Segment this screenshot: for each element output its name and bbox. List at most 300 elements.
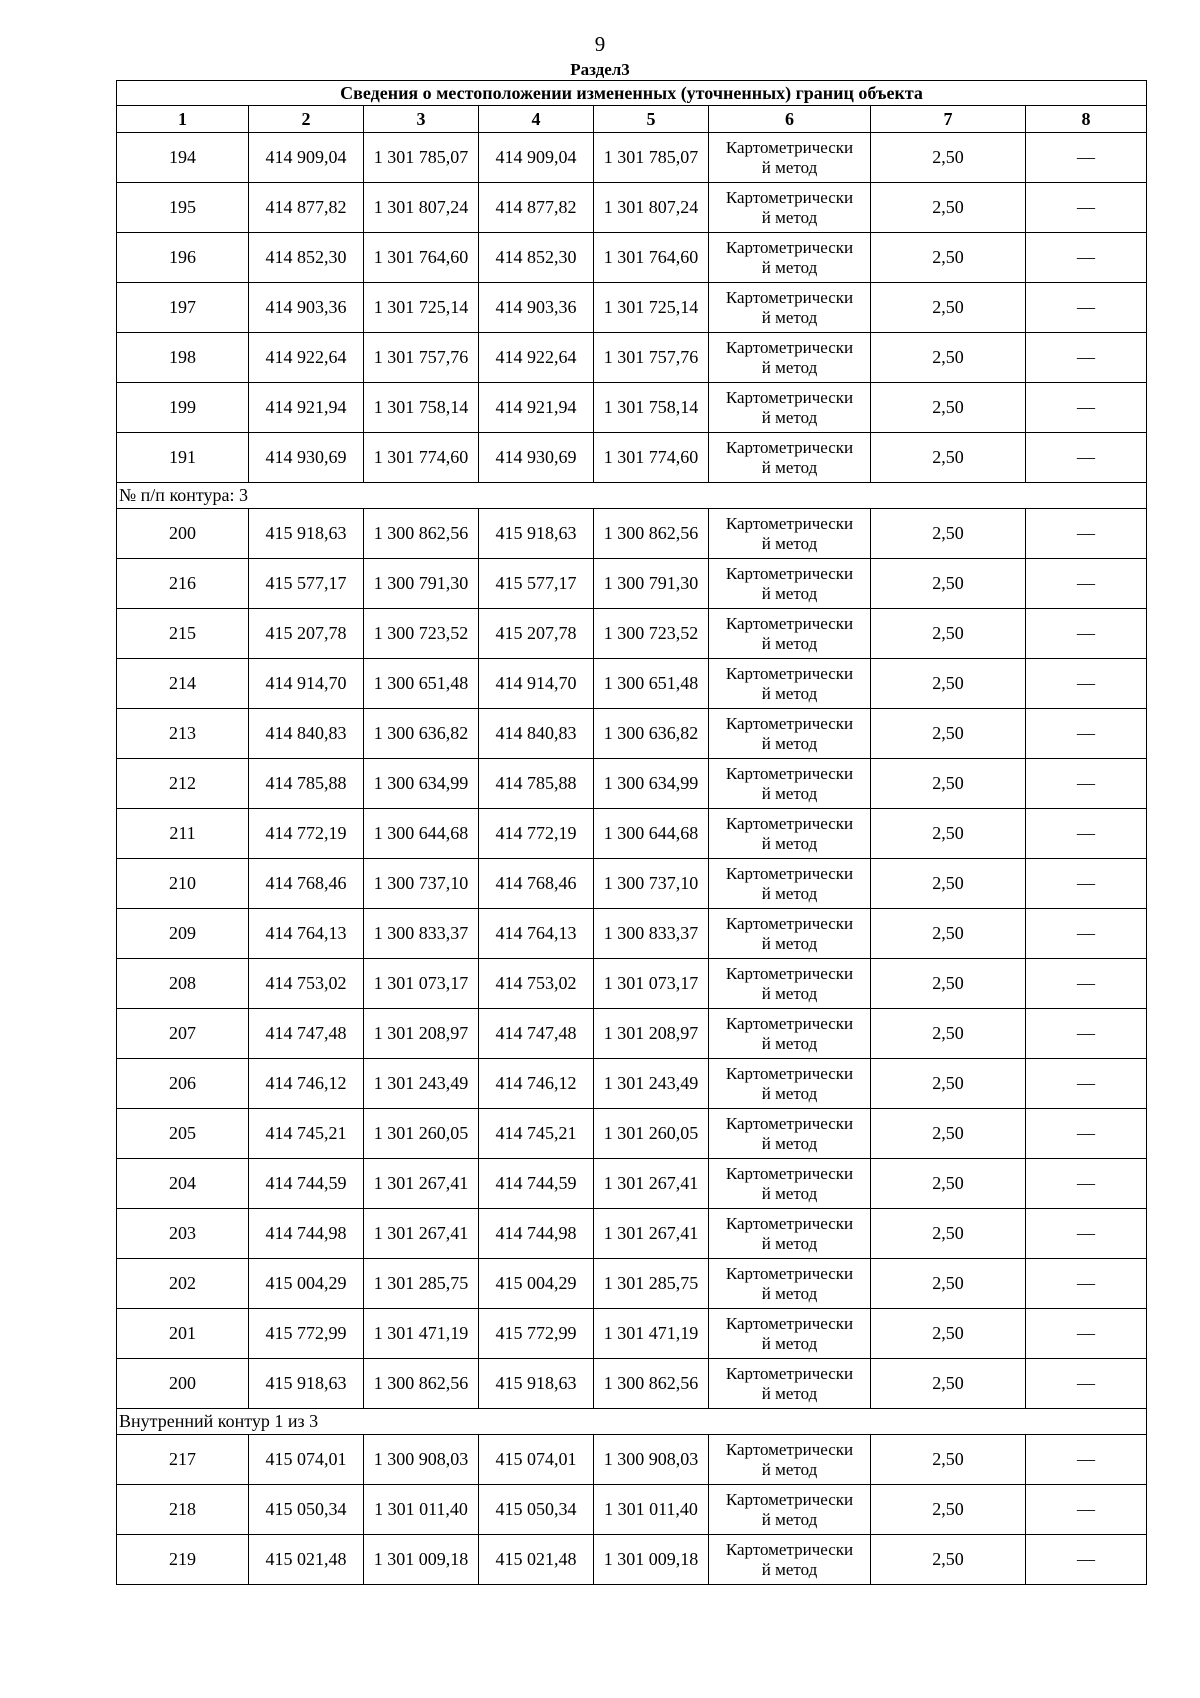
x-new: 415 577,17: [479, 559, 594, 609]
table-row: [117, 759, 1147, 809]
accuracy: 2,50: [871, 1485, 1026, 1535]
x-new: 414 744,59: [479, 1159, 594, 1209]
x-existing: 414 840,83: [249, 709, 364, 759]
y-existing: 1 300 862,56: [364, 1359, 479, 1409]
accuracy: 2,50: [871, 509, 1026, 559]
y-new: 1 301 267,41: [594, 1159, 709, 1209]
method-text: й метод: [761, 1509, 818, 1529]
y-new: 1 301 757,76: [594, 333, 709, 383]
x-new: 414 922,64: [479, 333, 594, 383]
method-text: й метод: [761, 457, 818, 477]
x-existing: 414 785,88: [249, 759, 364, 809]
y-existing: 1 301 267,41: [364, 1209, 479, 1259]
point-number: 209: [117, 909, 249, 959]
table-row: [117, 1059, 1147, 1109]
y-existing: 1 300 634,99: [364, 759, 479, 809]
point-number: 200: [117, 509, 249, 559]
method-text: й метод: [761, 1033, 818, 1053]
method-cell: [709, 233, 871, 283]
method-text: й метод: [761, 1459, 818, 1479]
description: —: [1026, 1209, 1147, 1259]
method-cell: [709, 609, 871, 659]
x-existing: 414 744,98: [249, 1209, 364, 1259]
x-existing: 415 004,29: [249, 1259, 364, 1309]
method-text: Картометрически: [725, 287, 854, 307]
method-text: й метод: [761, 1333, 818, 1353]
method-cell: [709, 659, 871, 709]
x-existing: 415 918,63: [249, 509, 364, 559]
description: —: [1026, 1109, 1147, 1159]
method-text: й метод: [761, 533, 818, 553]
method-text: й метод: [761, 1183, 818, 1203]
y-new: 1 301 774,60: [594, 433, 709, 483]
x-existing: 415 918,63: [249, 1359, 364, 1409]
method-text: Картометрически: [725, 187, 854, 207]
method-text: Картометрически: [725, 1263, 854, 1283]
method-text: й метод: [761, 1133, 818, 1153]
x-new: 414 840,83: [479, 709, 594, 759]
point-number: 195: [117, 183, 249, 233]
accuracy: 2,50: [871, 959, 1026, 1009]
x-new: 415 021,48: [479, 1535, 594, 1585]
y-new: 1 301 009,18: [594, 1535, 709, 1585]
description: —: [1026, 759, 1147, 809]
x-existing: 414 909,04: [249, 133, 364, 183]
description: —: [1026, 509, 1147, 559]
method-cell: [709, 1535, 871, 1585]
y-new: 1 300 862,56: [594, 509, 709, 559]
y-new: 1 300 833,37: [594, 909, 709, 959]
method-text: Картометрически: [725, 863, 854, 883]
x-new: 415 207,78: [479, 609, 594, 659]
point-number: 215: [117, 609, 249, 659]
y-existing: 1 300 644,68: [364, 809, 479, 859]
accuracy: 2,50: [871, 659, 1026, 709]
description: —: [1026, 1535, 1147, 1585]
y-new: 1 301 243,49: [594, 1059, 709, 1109]
contour-label-row: [117, 1409, 1147, 1435]
accuracy: 2,50: [871, 859, 1026, 909]
method-cell: [709, 1435, 871, 1485]
x-new: 414 903,36: [479, 283, 594, 333]
method-cell: [709, 559, 871, 609]
description: —: [1026, 133, 1147, 183]
x-existing: 414 746,12: [249, 1059, 364, 1109]
method-text: Картометрически: [725, 763, 854, 783]
x-existing: 414 772,19: [249, 809, 364, 859]
method-text: й метод: [761, 357, 818, 377]
method-text: й метод: [761, 733, 818, 753]
accuracy: 2,50: [871, 709, 1026, 759]
x-new: 415 918,63: [479, 1359, 594, 1409]
contour-label: № п/п контура: 3: [117, 483, 1147, 509]
description: —: [1026, 709, 1147, 759]
column-number: 5: [594, 106, 709, 133]
description: —: [1026, 1159, 1147, 1209]
x-existing: 414 768,46: [249, 859, 364, 909]
method-text: Картометрически: [725, 1439, 854, 1459]
y-existing: 1 300 908,03: [364, 1435, 479, 1485]
y-existing: 1 301 073,17: [364, 959, 479, 1009]
column-number: 8: [1026, 106, 1147, 133]
y-existing: 1 301 267,41: [364, 1159, 479, 1209]
method-text: й метод: [761, 683, 818, 703]
method-text: Картометрически: [725, 337, 854, 357]
y-new: 1 301 471,19: [594, 1309, 709, 1359]
description: —: [1026, 283, 1147, 333]
table-row: [117, 809, 1147, 859]
y-existing: 1 301 785,07: [364, 133, 479, 183]
method-text: Картометрически: [725, 1313, 854, 1333]
point-number: 219: [117, 1535, 249, 1585]
x-new: 414 877,82: [479, 183, 594, 233]
x-new: 414 764,13: [479, 909, 594, 959]
table-row: [117, 559, 1147, 609]
method-text: Картометрически: [725, 1489, 854, 1509]
accuracy: 2,50: [871, 809, 1026, 859]
y-new: 1 301 073,17: [594, 959, 709, 1009]
method-text: й метод: [761, 207, 818, 227]
method-cell: [709, 709, 871, 759]
description: —: [1026, 859, 1147, 909]
point-number: 205: [117, 1109, 249, 1159]
y-existing: 1 301 243,49: [364, 1059, 479, 1109]
table-row: [117, 1109, 1147, 1159]
y-existing: 1 301 009,18: [364, 1535, 479, 1585]
method-text: Картометрически: [725, 1163, 854, 1183]
description: —: [1026, 1009, 1147, 1059]
table-row: [117, 1209, 1147, 1259]
method-cell: [709, 509, 871, 559]
point-number: 198: [117, 333, 249, 383]
accuracy: 2,50: [871, 1259, 1026, 1309]
description: —: [1026, 183, 1147, 233]
method-text: Картометрически: [725, 813, 854, 833]
table-body: [117, 81, 1147, 1585]
method-cell: [709, 1059, 871, 1109]
description: —: [1026, 809, 1147, 859]
point-number: 197: [117, 283, 249, 333]
y-existing: 1 301 758,14: [364, 383, 479, 433]
page-number: 9: [594, 32, 606, 56]
method-cell: [709, 759, 871, 809]
table-row: [117, 433, 1147, 483]
y-existing: 1 300 833,37: [364, 909, 479, 959]
method-cell: [709, 1259, 871, 1309]
y-new: 1 300 737,10: [594, 859, 709, 909]
x-new: 415 772,99: [479, 1309, 594, 1359]
point-number: 218: [117, 1485, 249, 1535]
method-text: Картометрически: [725, 1013, 854, 1033]
column-number: 4: [479, 106, 594, 133]
x-new: 414 914,70: [479, 659, 594, 709]
x-existing: 414 922,64: [249, 333, 364, 383]
x-new: 414 753,02: [479, 959, 594, 1009]
contour-label: Внутренний контур 1 из 3: [117, 1409, 1147, 1435]
method-cell: [709, 909, 871, 959]
x-existing: 414 921,94: [249, 383, 364, 433]
accuracy: 2,50: [871, 333, 1026, 383]
point-number: 202: [117, 1259, 249, 1309]
accuracy: 2,50: [871, 133, 1026, 183]
y-existing: 1 300 723,52: [364, 609, 479, 659]
description: —: [1026, 559, 1147, 609]
table-row: [117, 183, 1147, 233]
table-row: [117, 333, 1147, 383]
method-text: Картометрически: [725, 387, 854, 407]
y-existing: 1 301 471,19: [364, 1309, 479, 1359]
x-new: 415 004,29: [479, 1259, 594, 1309]
accuracy: 2,50: [871, 909, 1026, 959]
y-new: 1 301 011,40: [594, 1485, 709, 1535]
table-caption-row: [117, 81, 1147, 106]
description: —: [1026, 1485, 1147, 1535]
point-number: 217: [117, 1435, 249, 1485]
y-new: 1 301 764,60: [594, 233, 709, 283]
method-text: Картометрически: [725, 1539, 854, 1559]
x-new: 415 050,34: [479, 1485, 594, 1535]
method-text: Картометрически: [725, 1213, 854, 1233]
method-text: Картометрически: [725, 437, 854, 457]
x-new: 415 918,63: [479, 509, 594, 559]
y-new: 1 300 644,68: [594, 809, 709, 859]
table-row: [117, 1009, 1147, 1059]
method-text: й метод: [761, 1233, 818, 1253]
accuracy: 2,50: [871, 1009, 1026, 1059]
point-number: 191: [117, 433, 249, 483]
y-existing: 1 301 764,60: [364, 233, 479, 283]
description: —: [1026, 433, 1147, 483]
method-text: й метод: [761, 583, 818, 603]
accuracy: 2,50: [871, 1359, 1026, 1409]
x-existing: 414 903,36: [249, 283, 364, 333]
accuracy: 2,50: [871, 383, 1026, 433]
x-new: 414 921,94: [479, 383, 594, 433]
method-text: й метод: [761, 983, 818, 1003]
column-number: 6: [709, 106, 871, 133]
y-existing: 1 301 757,76: [364, 333, 479, 383]
table-row: [117, 1535, 1147, 1585]
y-new: 1 300 791,30: [594, 559, 709, 609]
y-new: 1 301 725,14: [594, 283, 709, 333]
description: —: [1026, 1435, 1147, 1485]
y-new: 1 300 908,03: [594, 1435, 709, 1485]
x-existing: 414 930,69: [249, 433, 364, 483]
table-row: [117, 383, 1147, 433]
y-new: 1 301 267,41: [594, 1209, 709, 1259]
column-number-row: [117, 106, 1147, 133]
point-number: 203: [117, 1209, 249, 1259]
y-existing: 1 301 011,40: [364, 1485, 479, 1535]
description: —: [1026, 1259, 1147, 1309]
method-text: Картометрически: [725, 513, 854, 533]
y-new: 1 301 260,05: [594, 1109, 709, 1159]
y-new: 1 301 785,07: [594, 133, 709, 183]
x-existing: 414 852,30: [249, 233, 364, 283]
table-row: [117, 1485, 1147, 1535]
point-number: 206: [117, 1059, 249, 1109]
x-existing: 415 772,99: [249, 1309, 364, 1359]
table-row: [117, 133, 1147, 183]
method-cell: [709, 959, 871, 1009]
method-cell: [709, 1359, 871, 1409]
x-new: 414 930,69: [479, 433, 594, 483]
point-number: 196: [117, 233, 249, 283]
y-existing: 1 301 208,97: [364, 1009, 479, 1059]
method-cell: [709, 859, 871, 909]
method-cell: [709, 1485, 871, 1535]
x-new: 414 746,12: [479, 1059, 594, 1109]
x-new: 414 909,04: [479, 133, 594, 183]
description: —: [1026, 1059, 1147, 1109]
y-existing: 1 301 725,14: [364, 283, 479, 333]
table-row: [117, 509, 1147, 559]
method-cell: [709, 1109, 871, 1159]
section-title: Раздел3: [570, 60, 630, 79]
accuracy: 2,50: [871, 759, 1026, 809]
table-row: [117, 233, 1147, 283]
method-text: й метод: [761, 633, 818, 653]
accuracy: 2,50: [871, 1059, 1026, 1109]
description: —: [1026, 959, 1147, 1009]
table-row: [117, 1359, 1147, 1409]
method-text: Картометрически: [725, 1113, 854, 1133]
method-cell: [709, 133, 871, 183]
accuracy: 2,50: [871, 559, 1026, 609]
point-number: 199: [117, 383, 249, 433]
method-text: й метод: [761, 257, 818, 277]
y-new: 1 300 634,99: [594, 759, 709, 809]
point-number: 208: [117, 959, 249, 1009]
x-existing: 415 050,34: [249, 1485, 364, 1535]
description: —: [1026, 233, 1147, 283]
method-text: Картометрически: [725, 713, 854, 733]
y-new: 1 300 651,48: [594, 659, 709, 709]
x-new: 414 852,30: [479, 233, 594, 283]
description: —: [1026, 909, 1147, 959]
method-cell: [709, 809, 871, 859]
accuracy: 2,50: [871, 1159, 1026, 1209]
y-existing: 1 300 651,48: [364, 659, 479, 709]
method-cell: [709, 383, 871, 433]
method-cell: [709, 1209, 871, 1259]
method-text: Картометрически: [725, 237, 854, 257]
x-existing: 414 914,70: [249, 659, 364, 709]
table-row: [117, 1309, 1147, 1359]
description: —: [1026, 1359, 1147, 1409]
method-cell: [709, 1309, 871, 1359]
accuracy: 2,50: [871, 283, 1026, 333]
point-number: 194: [117, 133, 249, 183]
y-new: 1 301 208,97: [594, 1009, 709, 1059]
table-row: [117, 283, 1147, 333]
point-number: 200: [117, 1359, 249, 1409]
y-existing: 1 301 260,05: [364, 1109, 479, 1159]
y-existing: 1 301 774,60: [364, 433, 479, 483]
accuracy: 2,50: [871, 1109, 1026, 1159]
method-text: Картометрически: [725, 137, 854, 157]
method-cell: [709, 1009, 871, 1059]
accuracy: 2,50: [871, 1535, 1026, 1585]
method-text: й метод: [761, 883, 818, 903]
table-row: [117, 859, 1147, 909]
y-existing: 1 300 862,56: [364, 509, 479, 559]
x-new: 415 074,01: [479, 1435, 594, 1485]
table-row: [117, 1159, 1147, 1209]
method-cell: [709, 183, 871, 233]
method-text: Картометрически: [725, 613, 854, 633]
method-text: й метод: [761, 833, 818, 853]
y-new: 1 300 636,82: [594, 709, 709, 759]
point-number: 207: [117, 1009, 249, 1059]
y-new: 1 300 723,52: [594, 609, 709, 659]
table-row: [117, 909, 1147, 959]
x-existing: 414 764,13: [249, 909, 364, 959]
column-number: 7: [871, 106, 1026, 133]
accuracy: 2,50: [871, 1209, 1026, 1259]
method-cell: [709, 333, 871, 383]
point-number: 201: [117, 1309, 249, 1359]
column-number: 3: [364, 106, 479, 133]
y-new: 1 301 807,24: [594, 183, 709, 233]
x-existing: 414 877,82: [249, 183, 364, 233]
x-existing: 414 744,59: [249, 1159, 364, 1209]
description: —: [1026, 1309, 1147, 1359]
point-number: 213: [117, 709, 249, 759]
point-number: 212: [117, 759, 249, 809]
table-caption: Сведения о местоположении измененных (уточненных) границ объекта: [117, 81, 1147, 106]
method-text: Картометрически: [725, 563, 854, 583]
method-text: й метод: [761, 1283, 818, 1303]
table-row: [117, 609, 1147, 659]
table-row: [117, 709, 1147, 759]
accuracy: 2,50: [871, 609, 1026, 659]
method-text: Картометрически: [725, 913, 854, 933]
table-row: [117, 1435, 1147, 1485]
boundary-table: [116, 80, 1147, 1585]
x-existing: 414 745,21: [249, 1109, 364, 1159]
method-cell: [709, 1159, 871, 1209]
accuracy: 2,50: [871, 183, 1026, 233]
x-existing: 414 753,02: [249, 959, 364, 1009]
x-new: 414 768,46: [479, 859, 594, 909]
method-text: Картометрически: [725, 1363, 854, 1383]
y-existing: 1 300 737,10: [364, 859, 479, 909]
point-number: 204: [117, 1159, 249, 1209]
point-number: 214: [117, 659, 249, 709]
table-row: [117, 1259, 1147, 1309]
accuracy: 2,50: [871, 1435, 1026, 1485]
y-new: 1 301 758,14: [594, 383, 709, 433]
accuracy: 2,50: [871, 433, 1026, 483]
method-text: й метод: [761, 933, 818, 953]
point-number: 210: [117, 859, 249, 909]
point-number: 216: [117, 559, 249, 609]
point-number: 211: [117, 809, 249, 859]
column-number: 1: [117, 106, 249, 133]
y-existing: 1 301 807,24: [364, 183, 479, 233]
table-row: [117, 959, 1147, 1009]
method-text: й метод: [761, 1383, 818, 1403]
y-existing: 1 300 791,30: [364, 559, 479, 609]
contour-label-row: [117, 483, 1147, 509]
method-cell: [709, 283, 871, 333]
x-new: 414 785,88: [479, 759, 594, 809]
column-number: 2: [249, 106, 364, 133]
method-text: й метод: [761, 1559, 818, 1579]
x-new: 414 744,98: [479, 1209, 594, 1259]
method-text: Картометрически: [725, 663, 854, 683]
